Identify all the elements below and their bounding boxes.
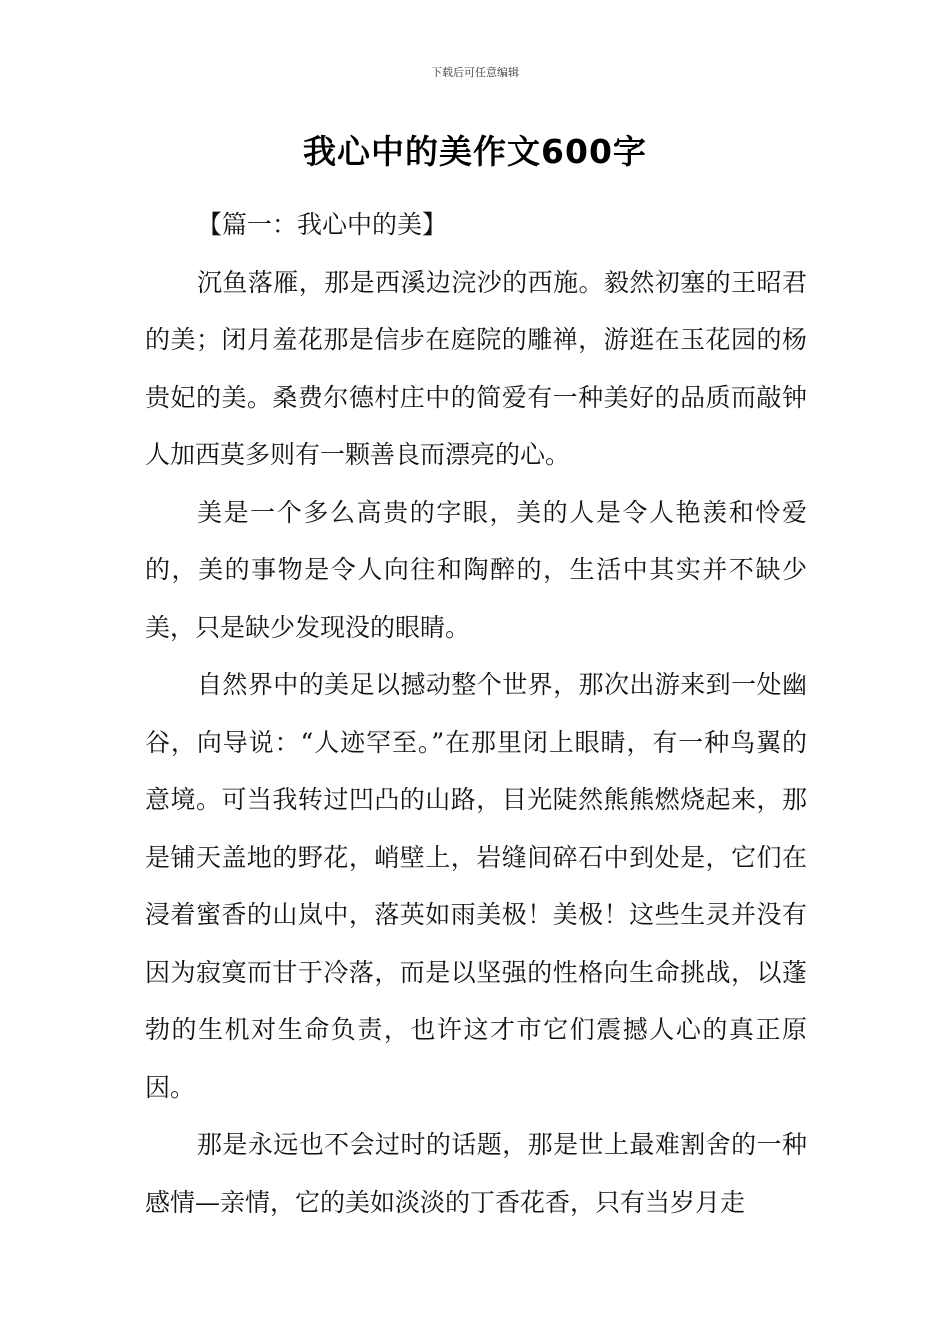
paragraph: 美是一个多么高贵的字眼，美的人是令人艳羡和怜爱的，美的事物是令人向往和陶醉的，生活中其实并不缺少美，只是缺少发现没的眼睛。 xyxy=(145,497,807,642)
paragraph: 自然界中的美足以撼动整个世界，那次出游来到一处幽谷，向导说：“人迹罕至。”在那里闭上眼睛，有一种鸟翼的意境。可当我转过凹凸的山路，目光陡然熊熊燃烧起来，那是铺天盖地的野花，峭壁上，岩缝间碎石中到处是，它们在浸着蜜香的山岚中，落英如雨美极！美极！这些生灵并没有因为寂寞而甘于冷落，而是以坚强的性格向生命挑战，以蓬勃的生机对生命负责，也许这才市它们震撼人心的真正原因。 xyxy=(145,670,807,1102)
page-title: 我心中的美作文600字 xyxy=(303,132,647,171)
article-body xyxy=(145,196,807,1231)
paragraph: 那是永远也不会过时的话题，那是世上最难割舍的一种感情—亲情，它的美如淡淡的丁香花香，只有当岁月走 xyxy=(145,1130,807,1217)
header-note: 下载后可任意编辑 xyxy=(431,66,519,79)
section-heading: 【篇一：我心中的美】 xyxy=(197,210,448,239)
paragraph: 沉鱼落雁，那是西溪边浣沙的西施。毅然初塞的王昭君的美；闭月羞花那是信步在庭院的雕禅，游逛在玉花园的杨贵妃的美。桑费尔德村庄中的简爱有一种美好的品质而敲钟人加西莫多则有一颗善良而漂亮的心。 xyxy=(145,267,807,469)
